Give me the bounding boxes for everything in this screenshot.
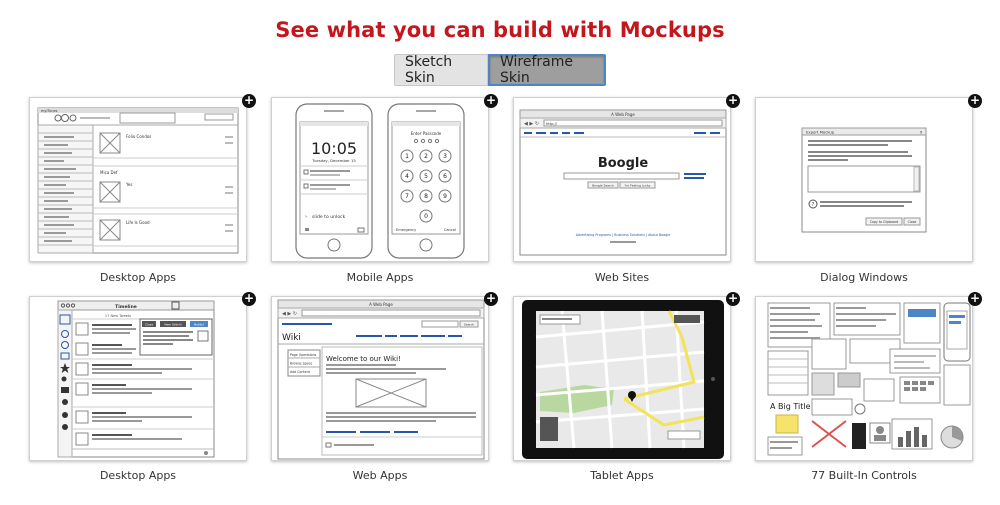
dialog-preview: [756, 98, 973, 262]
svg-text:◀ ▶ ↻: ◀ ▶ ↻: [282, 311, 298, 317]
preview-list-item-3: Yes: [126, 182, 133, 187]
preview-url: http://: [546, 122, 558, 126]
preview-wiki-welcome: Welcome to our Wiki!: [326, 355, 401, 363]
popup-close-button: Close: [144, 322, 154, 327]
svg-text:x: x: [920, 129, 923, 135]
preview-lucky-button: I'm Feeling Lucky: [624, 183, 651, 188]
add-plus-icon[interactable]: +: [485, 291, 497, 305]
tile-tablet-apps[interactable]: [513, 296, 731, 461]
tablet-map-preview: [514, 297, 731, 461]
preview-dialog-close: Close: [907, 220, 917, 224]
key-8: 8: [424, 193, 428, 200]
svg-text:?: ?: [811, 202, 815, 208]
key-4: 4: [405, 173, 409, 180]
preview-window-title: A Web Page: [611, 112, 635, 117]
preview-big-title: A Big Title: [770, 402, 811, 411]
skin-toggle: [394, 54, 606, 86]
tile-caption: Mobile Apps: [346, 271, 414, 284]
add-plus-icon[interactable]: +: [727, 93, 739, 107]
wiki-sidebar-browse: Browse Space: [290, 361, 313, 366]
key-0: 0: [424, 213, 428, 220]
preview-window-title: myiTunes: [41, 109, 58, 113]
svg-text:◀ ▶ ↻: ◀ ▶ ↻: [524, 121, 540, 127]
tile-web-sites[interactable]: [513, 97, 731, 262]
tile-caption: Web Apps: [352, 469, 408, 482]
preview-search-button: Boogle Search: [592, 183, 614, 188]
tile-web-apps[interactable]: [271, 296, 489, 461]
wiki-sidebar-page-ops: Page Operations: [290, 353, 317, 357]
add-plus-icon[interactable]: +: [727, 291, 739, 305]
website-preview: [514, 98, 731, 262]
add-plus-icon[interactable]: +: [243, 291, 255, 305]
page-headline: See what you can build with Mockups: [275, 18, 725, 42]
key-5: 5: [424, 173, 428, 180]
mobile-app-preview: [272, 98, 489, 262]
tile-desktop-apps-2[interactable]: [29, 296, 247, 461]
preview-clock: 10:05: [310, 139, 358, 158]
svg-text:›: ›: [305, 214, 307, 220]
tile-caption: Desktop Apps: [99, 271, 177, 284]
add-plus-icon[interactable]: +: [969, 291, 981, 305]
add-plus-icon[interactable]: +: [243, 93, 255, 107]
popup-notify-button: Notify!: [193, 322, 205, 327]
preview-footer-links: Advertising Programs | Business Solutions | About Boogle: [575, 233, 671, 237]
controls-preview: [756, 297, 973, 461]
tile-built-in-controls[interactable]: [755, 296, 973, 461]
preview-dialog-title: Export Mockup: [806, 129, 835, 135]
key-1: 1: [405, 153, 409, 160]
preview-logo: Boogle: [597, 156, 649, 171]
sketch-skin-button[interactable]: Sketch Skin: [394, 54, 488, 86]
preview-window-title: A Web Page: [369, 302, 393, 307]
preview-new-tweets: 17 New Tweets: [104, 314, 132, 318]
preview-list-item-1: Folio Condos: [126, 134, 152, 139]
preview-unlock-text: slide to unlock: [312, 215, 346, 220]
tile-caption: Dialog Windows: [820, 271, 908, 284]
preview-timeline-title: Timeline: [115, 305, 137, 310]
key-6: 6: [443, 173, 447, 180]
desktop-app-preview: [30, 98, 247, 262]
key-2: 2: [424, 153, 428, 160]
preview-list-item-2: Mica Def: [100, 170, 118, 175]
tile-caption: Tablet Apps: [590, 469, 654, 482]
preview-list-item-4: Life Is Good: [126, 220, 150, 225]
preview-wiki-title: Wiki: [282, 333, 301, 343]
wiki-sidebar-add: Add Content: [290, 370, 310, 374]
add-plus-icon[interactable]: +: [485, 93, 497, 107]
tile-caption: Web Sites: [594, 271, 650, 284]
preview-emergency: Emergency: [396, 228, 417, 232]
preview-date: Tuesday, December 15: [312, 158, 356, 163]
preview-search-button: Search: [463, 322, 475, 327]
tile-caption: Desktop Apps: [99, 469, 177, 482]
key-3: 3: [443, 153, 447, 160]
preview-passcode-title: Enter Passcode: [410, 131, 442, 136]
tile-caption: 77 Built-In Controls: [811, 469, 917, 482]
add-plus-icon[interactable]: +: [969, 93, 981, 107]
key-7: 7: [405, 193, 409, 200]
preview-dialog-ok: Copy to Clipboard: [869, 220, 899, 224]
key-9: 9: [443, 193, 447, 200]
tile-mobile-apps[interactable]: [271, 97, 489, 262]
tile-dialog-windows[interactable]: [755, 97, 973, 262]
popup-new-button: New Stitch!: [164, 322, 182, 327]
timeline-app-preview: [30, 297, 247, 461]
tile-desktop-apps[interactable]: [29, 97, 247, 262]
webapp-preview: [272, 297, 489, 461]
preview-cancel: Cancel: [443, 228, 456, 232]
wireframe-skin-button[interactable]: Wireframe Skin: [488, 54, 606, 86]
